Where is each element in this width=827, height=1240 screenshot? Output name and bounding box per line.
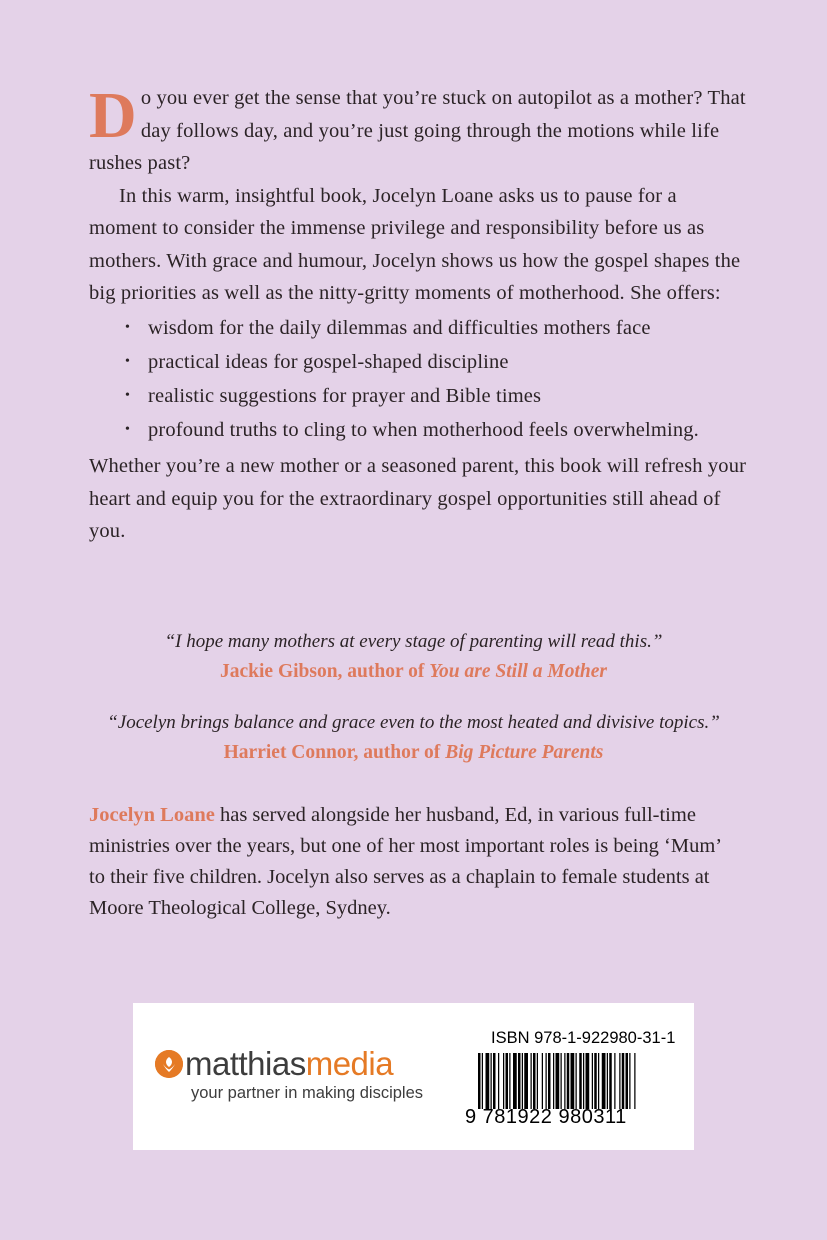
endorsement-attribution: Harriet Connor, author of Big Picture Parents [223,742,604,763]
bullet-icon: • [125,353,131,369]
bullet-icon: • [125,421,131,437]
matthias-media-logo-icon [155,1050,183,1078]
blurb-paragraph-1-text: o you ever get the sense that you’re stuck on autopilot as a mother? That day follows day, and you’re just going through the motions while life rushes past? [89,87,746,174]
endorsed-book-title: Big Picture Parents [445,742,604,763]
endorsement-quote: “Jocelyn brings balance and grace even to the most heated and divisive topics.” [107,712,720,733]
offer-list-item: • realistic suggestions for prayer and Bible times [148,380,749,413]
publisher-barcode-panel [133,1003,694,1150]
offer-list-item: • wisdom for the daily dilemmas and difficulties mothers face [148,312,749,345]
bullet-icon: • [125,319,131,335]
author-name: Jocelyn Loane [89,804,215,826]
publisher-name: matthiasmedia [185,1045,394,1082]
offer-list-item: • practical ideas for gospel-shaped discipline [148,346,749,379]
endorsement-1 [0,628,827,688]
offer-list [89,312,749,447]
endorsement-quote: “I hope many mothers at every stage of parenting will read this.” [164,631,663,652]
blurb-paragraph-1 [89,79,749,180]
blurb-paragraph-3: Whether you’re a new mother or a seasoned parent, this book will refresh your heart and equip you for the extraordinary gospel opportunities still ahead of you. [89,455,747,542]
endorsement-attribution: Jackie Gibson, author of You are Still a Mother [220,661,607,682]
author-bio-text: has served alongside her husband, Ed, in various full-time ministries over the years, but one of her most important roles is being ‘Mum’ to their five children. Jocelyn also serves as a chaplain to female students at Moore Theological College, Sydney. [89,804,721,919]
author-bio [89,800,739,924]
endorsed-book-title: You are Still a Mother [429,661,607,682]
blurb-paragraph-2: In this warm, insightful book, Jocelyn Loane asks us to pause for a moment to consider the immense privilege and responsibility before us as mothers. With grace and humour, Jocelyn shows us how the gospel shapes the big priorities as well as the nitty-gritty moments of motherhood. She offers: [89,184,741,304]
offer-list-item: • profound truths to cling to when motherhood feels overwhelming. [148,414,749,447]
publisher-logo [155,1047,423,1103]
bullet-icon: • [125,387,131,403]
drop-cap: D [89,79,137,152]
publisher-tagline: your partner in making disciples [191,1084,424,1102]
isbn-label: ISBN 978-1-922980-31-1 [491,1029,676,1047]
barcode-number: 9 781922 980311 [465,1106,627,1128]
back-cover-blurb [89,79,749,548]
barcode-image [478,1053,692,1109]
endorsement-2 [0,709,827,769]
